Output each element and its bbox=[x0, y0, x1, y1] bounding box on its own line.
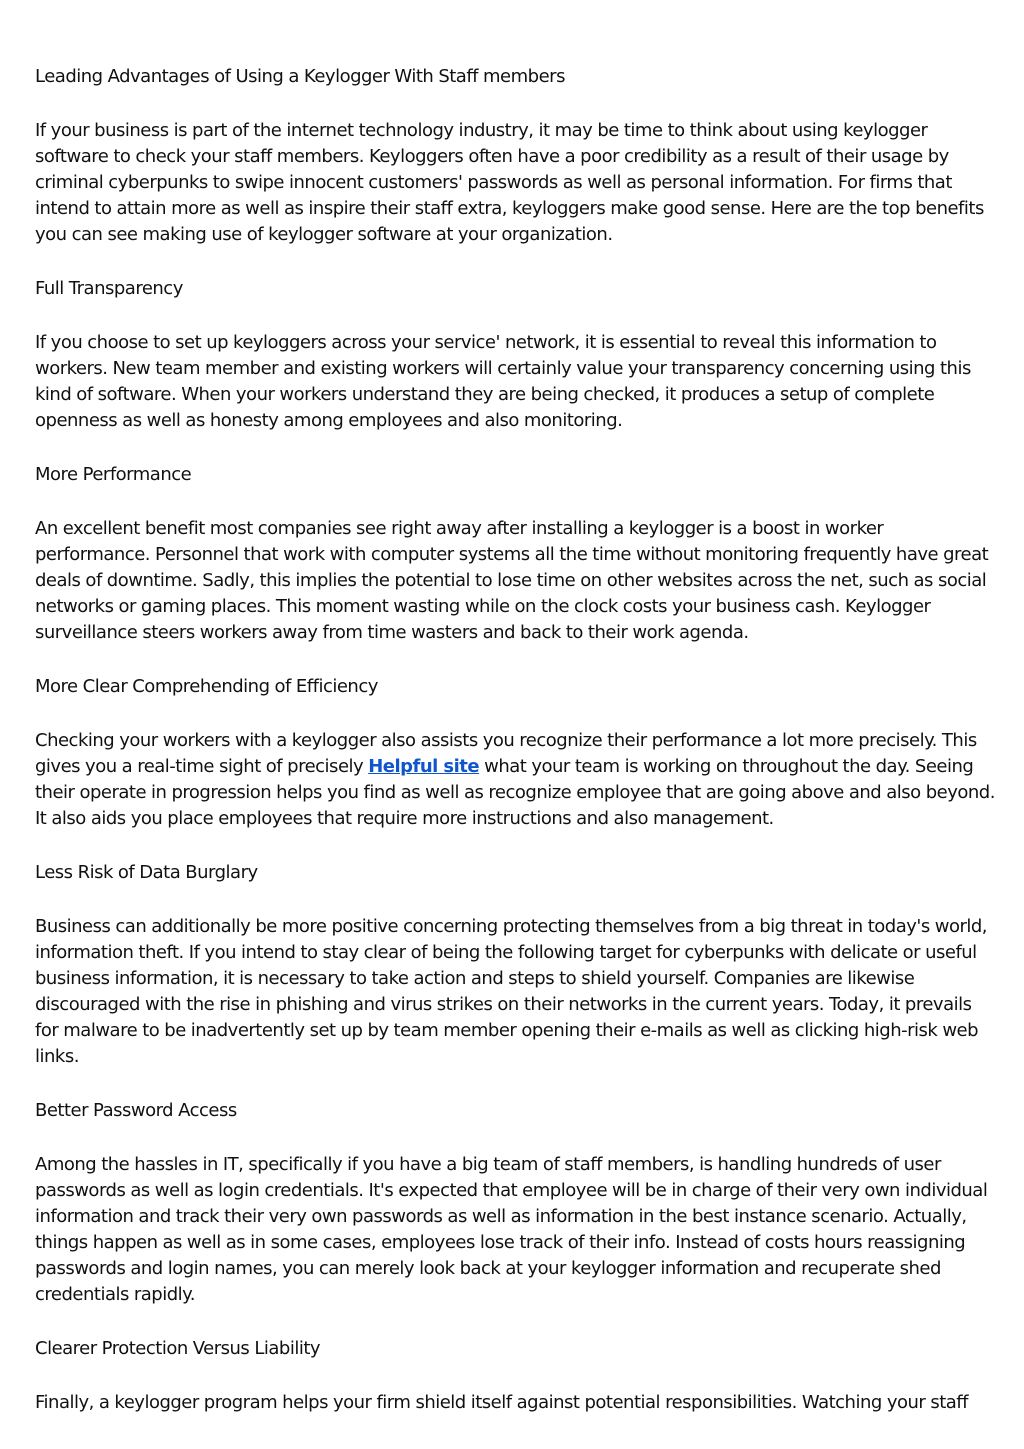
document-body bbox=[35, 64, 997, 1444]
section-heading-password-access: Better Password Access bbox=[35, 1100, 237, 1121]
section-heading-data-burglary: Less Risk of Data Burglary bbox=[35, 862, 258, 883]
section-body-password-access: Among the hassles in IT, specifically if you have a big team of staff members, is handling hundreds of user passwords as well as login credentials. It's expected that employee will be in charge of their very own individual information and track their very own passwords as well as information in the best instance scenario. Actually, things happen as well as in some cases, employees lose track of their info. Instead of costs hours reassigning passwords and login names, you can merely look back at your keylogger information and recuperate shed credentials rapidly. bbox=[35, 1154, 988, 1305]
intro-paragraph: If your business is part of the internet technology industry, it may be time to think about using keylogger software to check your staff members. Keyloggers often have a poor credibility as a result of their usage by criminal cyberpunks to swipe innocent customers' passwords as well as personal information. For firms that intend to attain more as well as inspire their staff extra, keyloggers make good sense. Here are the top benefits you can see making use of keylogger software at your organization. bbox=[35, 120, 984, 245]
section-body-data-burglary: Business can additionally be more positive concerning protecting themselves from a big threat in today's world, information theft. If you intend to stay clear of being the following target for cyberpunks with delicate or useful business information, it is necessary to take action and steps to shield yourself. Companies are likewise discouraged with the rise in phishing and virus strikes on their networks in the current years. Today, it prevails for malware to be inadvertently set up by team member opening their e-mails as well as clicking high-risk web links. bbox=[35, 916, 988, 1067]
section-heading-performance: More Performance bbox=[35, 464, 192, 485]
efficiency-text-after-link: what your team is working on throughout the day. Seeing their operate in progression helps you find as well as recognize employee that are going above and also beyond. It also aids you place employees that require more instructions and also management. bbox=[35, 756, 995, 829]
section-body-transparency: If you choose to set up keyloggers across your service' network, it is essential to reveal this information to workers. New team member and existing workers will certainly value your transparency concerning using this kind of software. When your workers understand they are being checked, it produces a setup of complete openness as well as honesty among employees and also monitoring. bbox=[35, 332, 971, 431]
document-title: Leading Advantages of Using a Keylogger With Staff members bbox=[35, 66, 565, 87]
section-body-efficiency bbox=[35, 728, 997, 832]
section-heading-transparency: Full Transparency bbox=[35, 278, 183, 299]
helpful-site-link[interactable]: Helpful site bbox=[368, 756, 480, 777]
efficiency-text-before-link: Checking your workers with a keylogger also assists you recognize their performance a lot more precisely. This gives you a real-time sight of precisely bbox=[35, 730, 977, 777]
section-body-liability: Finally, a keylogger program helps your firm shield itself against potential responsibilities. Watching your staff bbox=[35, 1392, 968, 1413]
section-heading-liability: Clearer Protection Versus Liability bbox=[35, 1338, 321, 1359]
section-body-performance: An excellent benefit most companies see right away after installing a keylogger is a boost in worker performance. Personnel that work with computer systems all the time without monitoring frequently have great deals of downtime. Sadly, this implies the potential to lose time on other websites across the net, such as social networks or gaming places. This moment wasting while on the clock costs your business cash. Keylogger surveillance steers workers away from time wasters and back to their work agenda. bbox=[35, 518, 989, 643]
section-heading-efficiency: More Clear Comprehending of Efficiency bbox=[35, 676, 378, 697]
